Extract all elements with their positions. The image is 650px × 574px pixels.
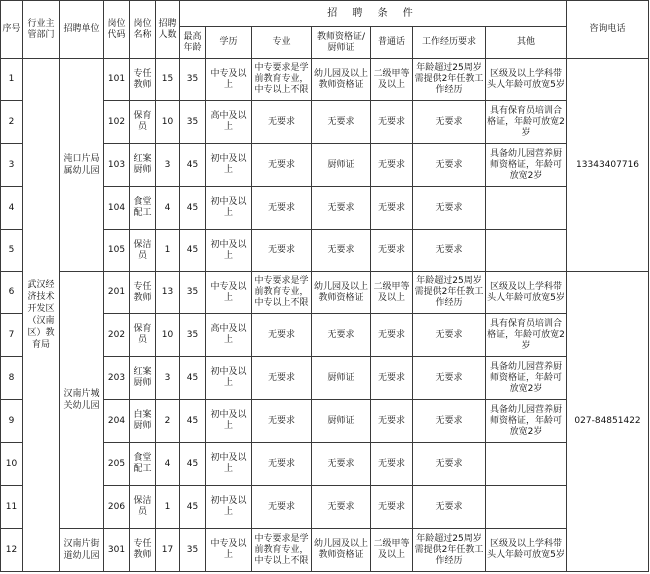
header-conditions: 招 聘 条 件 [180,1,567,27]
header-seq: 序号 [1,1,23,59]
cell-code: 206 [104,486,130,529]
cell-age: 35 [180,272,206,314]
cell-age: 35 [180,314,206,357]
cell-seq: 4 [1,187,23,230]
cell-major: 无要求 [252,443,312,486]
cell-name: 保育员 [130,314,156,357]
cell-major: 无要求 [252,101,312,144]
cell-major: 无要求 [252,187,312,230]
cell-experience: 无要求 [413,314,486,357]
cell-code: 104 [104,187,130,230]
cell-cert: 无要求 [312,101,371,144]
cell-cert: 厨师证 [312,400,371,443]
cell-name: 红案厨师 [130,357,156,400]
header-unit: 招聘单位 [60,1,104,59]
cell-major: 无要求 [252,230,312,272]
cell-count: 13 [156,272,180,314]
cell-cert: 幼儿园及以上教师资格证 [312,272,371,314]
cell-other: 区级及以上学科带头人年龄可放宽5岁 [486,529,567,572]
cell-code: 201 [104,272,130,314]
cell-cert: 幼儿园及以上教师资格证 [312,529,371,572]
header-experience: 工作经历要求 [413,27,486,59]
cell-other: 具备幼儿园营养厨师资格证，年龄可放宽2岁 [486,144,567,187]
cell-education: 中专及以上 [206,529,252,572]
cell-name: 专任教师 [130,59,156,101]
cell-name: 红案厨师 [130,144,156,187]
cell-other: 具备幼儿园营养厨师资格证，年龄可放宽2岁 [486,400,567,443]
cell-experience: 年龄超过25周岁需提供2年任教工作经历 [413,272,486,314]
cell-mandarin: 二级甲等及以上 [371,529,413,572]
cell-other [486,486,567,529]
cell-unit: 汉南片城关幼儿园 [60,272,104,529]
cell-count: 10 [156,101,180,144]
cell-education: 中专及以上 [206,59,252,101]
cell-experience: 无要求 [413,400,486,443]
cell-education: 高中及以上 [206,314,252,357]
cell-count: 3 [156,144,180,187]
cell-education: 初中及以上 [206,230,252,272]
cell-seq: 7 [1,314,23,357]
cell-age: 45 [180,230,206,272]
cell-seq: 9 [1,400,23,443]
cell-cert: 厨师证 [312,357,371,400]
cell-name: 白案厨师 [130,400,156,443]
cell-seq: 8 [1,357,23,400]
cell-age: 45 [180,443,206,486]
cell-cert: 无要求 [312,314,371,357]
cell-count: 1 [156,486,180,529]
cell-major: 无要求 [252,357,312,400]
cell-age: 45 [180,187,206,230]
cell-mandarin: 二级甲等及以上 [371,272,413,314]
cell-code: 103 [104,144,130,187]
cell-count: 4 [156,443,180,486]
header-major: 专业 [252,27,312,59]
cell-name: 食堂配工 [130,187,156,230]
cell-age: 35 [180,529,206,572]
cell-phone: 027-84851422 [567,272,649,572]
cell-other [486,443,567,486]
header-education: 学历 [206,27,252,59]
cell-other [486,187,567,230]
cell-count: 2 [156,400,180,443]
cell-unit: 沌口片局属幼儿园 [60,59,104,272]
cell-major: 无要求 [252,144,312,187]
cell-mandarin: 无要求 [371,443,413,486]
cell-education: 初中及以上 [206,144,252,187]
header-mandarin: 普通话 [371,27,413,59]
cell-experience: 年龄超过25周岁需提供2年任教工作经历 [413,529,486,572]
cell-age: 35 [180,59,206,101]
cell-education: 中专及以上 [206,272,252,314]
cell-code: 203 [104,357,130,400]
cell-count: 4 [156,187,180,230]
cell-seq: 10 [1,443,23,486]
cell-major: 中专要求是学前教育专业，中专以上不限 [252,59,312,101]
cell-major: 无要求 [252,486,312,529]
cell-age: 45 [180,357,206,400]
cell-experience: 无要求 [413,101,486,144]
header-other: 其他 [486,27,567,59]
cell-other [486,230,567,272]
cell-major: 中专要求是学前教育专业，中专以上不限 [252,272,312,314]
cell-count: 17 [156,529,180,572]
cell-cert: 无要求 [312,443,371,486]
cell-experience: 无要求 [413,187,486,230]
cell-other: 具有保育员培训合格证，年龄可放宽2岁 [486,101,567,144]
header-max-age: 最高年龄 [180,27,206,59]
header-code: 岗位代码 [104,1,130,59]
cell-phone: 13343407716 [567,59,649,272]
cell-mandarin: 无要求 [371,486,413,529]
cell-code: 204 [104,400,130,443]
cell-education: 初中及以上 [206,486,252,529]
cell-age: 45 [180,486,206,529]
table-row [1,529,649,572]
cell-cert: 无要求 [312,486,371,529]
cell-cert: 幼儿园及以上教师资格证 [312,59,371,101]
cell-unit: 汉南片街道幼儿园 [60,529,104,572]
header-cert: 教师资格证/厨师证 [312,27,371,59]
cell-name: 保洁员 [130,230,156,272]
cell-count: 10 [156,314,180,357]
cell-code: 105 [104,230,130,272]
cell-major: 中专要求是学前教育专业，中专以上不限 [252,529,312,572]
cell-other: 区级及以上学科带头人年龄可放宽5岁 [486,59,567,101]
cell-experience: 无要求 [413,357,486,400]
header-phone: 咨询电话 [567,1,649,59]
cell-education: 初中及以上 [206,357,252,400]
cell-mandarin: 无要求 [371,144,413,187]
cell-count: 15 [156,59,180,101]
cell-age: 45 [180,144,206,187]
cell-code: 202 [104,314,130,357]
cell-name: 保育员 [130,101,156,144]
cell-other: 区级及以上学科带头人年龄可放宽5岁 [486,272,567,314]
cell-education: 高中及以上 [206,101,252,144]
cell-other: 具有保育员培训合格证，年龄可放宽2岁 [486,314,567,357]
cell-education: 初中及以上 [206,187,252,230]
cell-seq: 2 [1,101,23,144]
cell-code: 301 [104,529,130,572]
header-count: 招聘人数 [156,1,180,59]
cell-cert: 无要求 [312,187,371,230]
cell-mandarin: 无要求 [371,101,413,144]
cell-count: 1 [156,230,180,272]
cell-mandarin: 无要求 [371,314,413,357]
header-dept: 行业主管部门 [23,1,60,59]
cell-major: 无要求 [252,400,312,443]
cell-code: 205 [104,443,130,486]
cell-major: 无要求 [252,314,312,357]
cell-experience: 无要求 [413,144,486,187]
cell-code: 101 [104,59,130,101]
cell-count: 3 [156,357,180,400]
cell-name: 食堂配工 [130,443,156,486]
cell-code: 102 [104,101,130,144]
cell-seq: 6 [1,272,23,314]
cell-cert: 厨师证 [312,144,371,187]
cell-mandarin: 无要求 [371,230,413,272]
cell-education: 初中及以上 [206,400,252,443]
cell-seq: 3 [1,144,23,187]
header-name: 岗位名称 [130,1,156,59]
cell-name: 保洁员 [130,486,156,529]
cell-age: 35 [180,101,206,144]
cell-seq: 12 [1,529,23,572]
cell-experience: 无要求 [413,230,486,272]
table-row [1,272,649,314]
cell-name: 专任教师 [130,529,156,572]
cell-age: 45 [180,400,206,443]
cell-name: 专任教师 [130,272,156,314]
cell-mandarin: 无要求 [371,400,413,443]
cell-mandarin: 无要求 [371,357,413,400]
cell-other: 具备幼儿园营养厨师资格证，年龄可放宽2岁 [486,357,567,400]
cell-seq: 5 [1,230,23,272]
cell-mandarin: 二级甲等及以上 [371,59,413,101]
cell-education: 初中及以上 [206,443,252,486]
cell-seq: 11 [1,486,23,529]
cell-cert: 无要求 [312,230,371,272]
table-row [1,59,649,101]
cell-experience: 无要求 [413,443,486,486]
cell-experience: 年龄超过25周岁需提供2年任教工作经历 [413,59,486,101]
cell-mandarin: 无要求 [371,187,413,230]
cell-dept: 武汉经济技术开发区（汉南区）教育局 [23,59,60,572]
cell-experience: 无要求 [413,486,486,529]
cell-seq: 1 [1,59,23,101]
